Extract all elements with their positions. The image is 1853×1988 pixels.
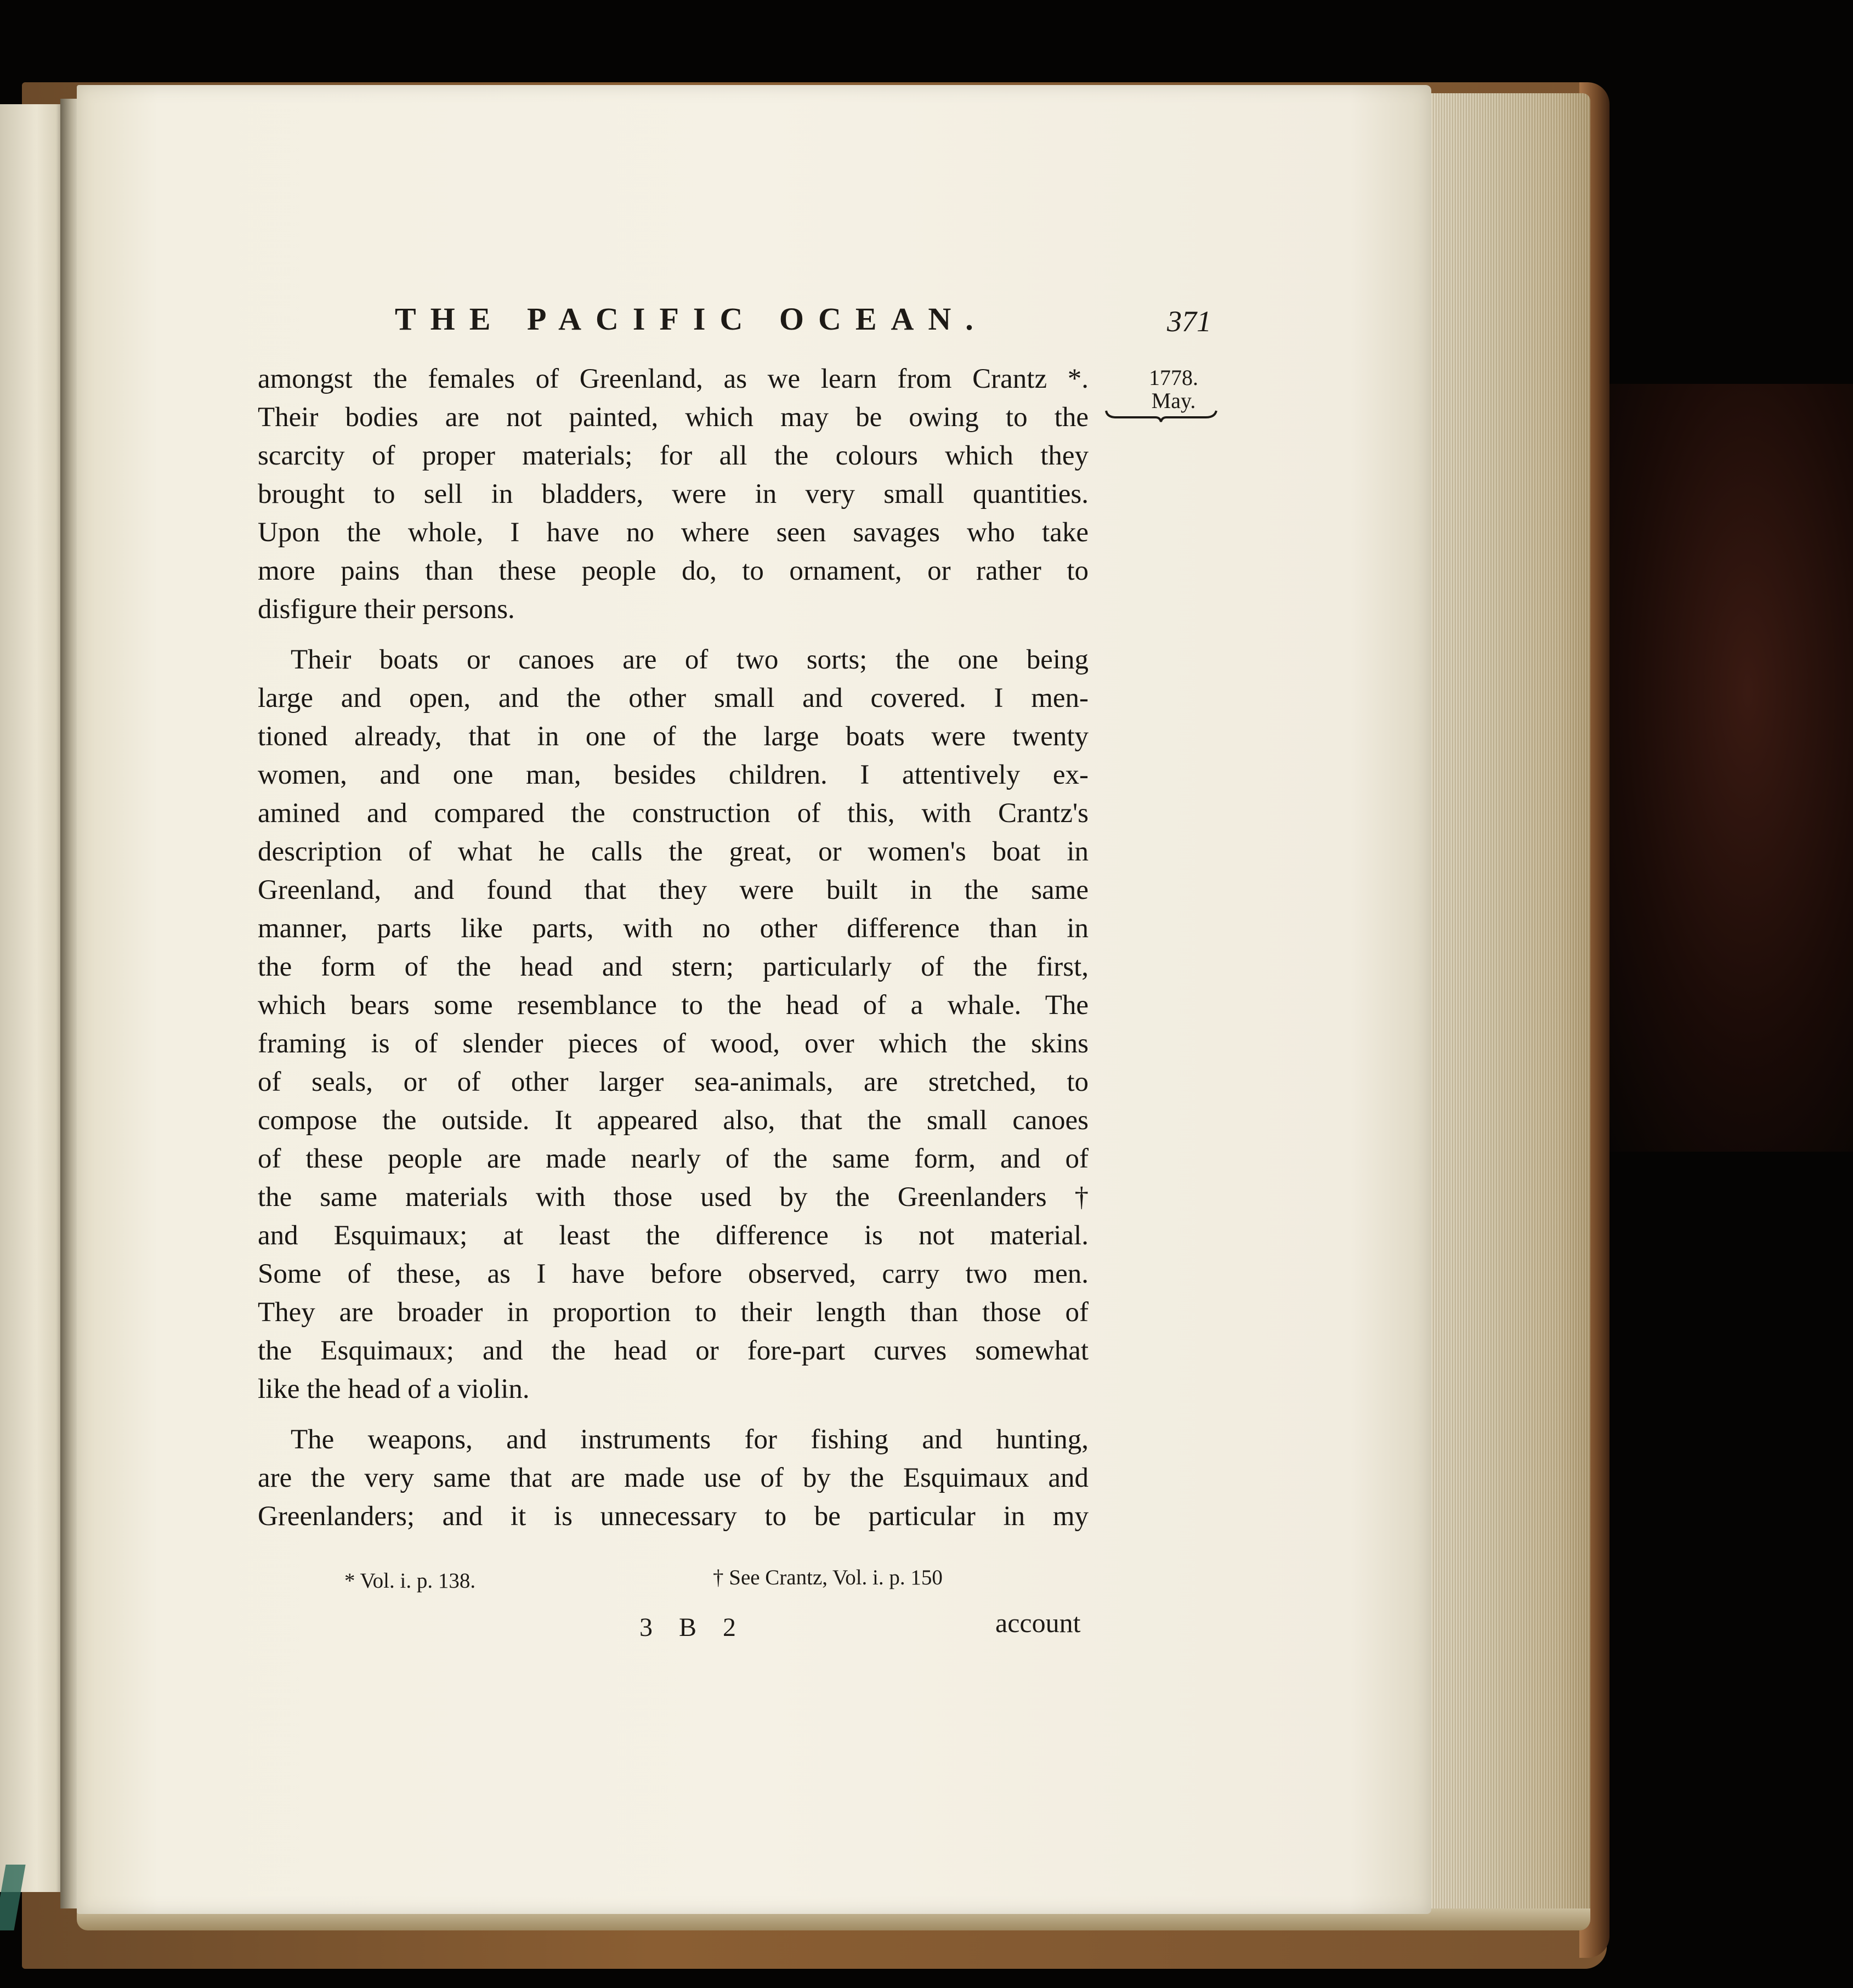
text-line: compose the outside. It appeared also, that the small canoes (258, 1105, 1089, 1136)
text-line: more pains than these people do, to ornament, or rather to (258, 556, 1089, 586)
text-line: and Esquimaux; at least the difference is not material. (258, 1220, 1089, 1251)
text-line: large and open, and the other small and covered. I men- (258, 683, 1089, 713)
margin-brace-icon (1105, 409, 1217, 423)
text-line: amined and compared the construction of this, with Crantz's (258, 798, 1089, 829)
text-line: Greenlanders; and it is unnecessary to be particular in my (258, 1501, 1089, 1532)
text-line: Upon the whole, I have no where seen savages who take (258, 517, 1089, 548)
text-line: like the head of a violin. (258, 1374, 530, 1404)
text-line: Their boats or canoes are of two sorts; the one being (291, 644, 1089, 675)
text-line: the same materials with those used by the Greenlanders † (258, 1182, 1089, 1213)
text-line: of seals, or of other larger sea-animals, are stretched, to (258, 1067, 1089, 1097)
paragraph (258, 641, 1089, 1408)
facing-page (0, 104, 66, 1892)
running-head: THE PACIFIC OCEAN. (395, 301, 988, 337)
text-line: description of what he calls the great, or women's boat in (258, 836, 1089, 867)
margin-note-year: 1778. (1149, 365, 1198, 390)
text-line: the Esquimaux; and the head or fore-part curves somewhat (258, 1335, 1089, 1366)
paragraph (258, 360, 1089, 628)
text-line: disfigure their persons. (258, 594, 515, 625)
margin-note (1119, 366, 1228, 412)
catchword: account (995, 1607, 1081, 1638)
text-line: of these people are made nearly of the same form, and of (258, 1143, 1089, 1174)
margin-note-month: May. (1151, 388, 1196, 413)
text-line: brought to sell in bladders, were in very small quantities. (258, 479, 1089, 509)
signature-mark: 3 B 2 (639, 1613, 746, 1642)
paragraph (258, 1420, 1089, 1536)
backdrop-shade (1590, 384, 1853, 1152)
text-line: They are broader in proportion to their length than those of (258, 1297, 1089, 1328)
text-line: Greenland, and found that they were built in the same (258, 875, 1089, 905)
text-line: framing is of slender pieces of wood, over which the skins (258, 1028, 1089, 1059)
text-line: The weapons, and instruments for fishing and hunting, (291, 1424, 1089, 1455)
text-line: Their bodies are not painted, which may be owing to the (258, 402, 1089, 433)
text-line: manner, parts like parts, with no other difference than in (258, 913, 1089, 944)
page-fore-edge (1426, 93, 1590, 1919)
text-line: the form of the head and stern; particularly of the first, (258, 951, 1089, 982)
text-line: women, and one man, besides children. I attentively ex- (258, 760, 1089, 790)
text-line: are the very same that are made use of by the Esquimaux and (258, 1463, 1089, 1493)
page-number: 371 (1167, 305, 1211, 338)
text-line: which bears some resemblance to the head of a whale. The (258, 990, 1089, 1021)
footnotes (329, 1568, 1097, 1601)
text-line: amongst the females of Greenland, as we learn from Crantz *. (258, 364, 1089, 394)
footnote: * Vol. i. p. 138. (344, 1569, 476, 1593)
text-line: tioned already, that in one of the large boats were twenty (258, 721, 1089, 752)
text-line: Some of these, as I have before observed, carry two men. (258, 1259, 1089, 1289)
footnote: † See Crantz, Vol. i. p. 150 (713, 1566, 943, 1589)
body-text (258, 360, 1089, 1536)
text-line: scarcity of proper materials; for all the colours which they (258, 440, 1089, 471)
